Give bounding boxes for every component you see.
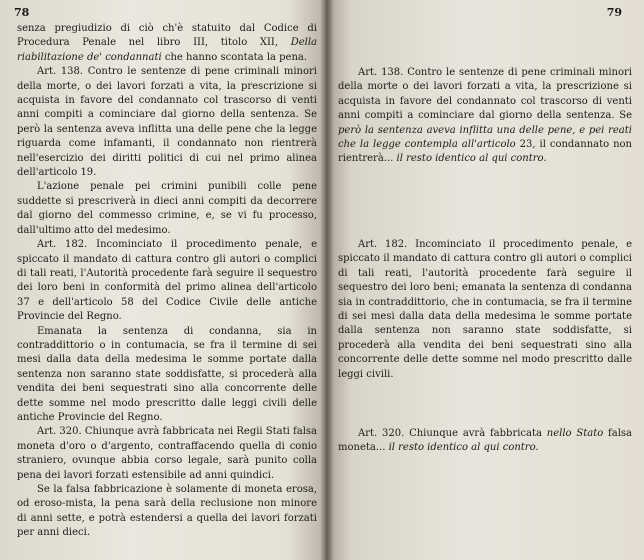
right-art-182 xyxy=(338,238,632,382)
paragraph-text: senza pregiudizio di ciò ch'è statuito dal Codice di Procedura Penale nel libro III, titolo XII, xyxy=(17,23,317,49)
italic-text: però la sentenza aveva inflitta una delle pene, e pei reati che la legge contempla all'articolo xyxy=(338,124,632,151)
page-number-left: 78 xyxy=(14,6,30,19)
right-art-138 xyxy=(338,66,632,167)
page-number-right: 79 xyxy=(606,6,622,19)
paragraph-art-182-variant: Art. 182. Incominciato il procedimento penale, e spiccato il mandato di cattura contro gli autori o complici di tali reati, l'autorità procedente farà seguire il sequestro dei loro beni; emanata la sentenza di condanna sia in contraddittorio, che in contumacia, se fra il termine di sei mesi dalla data della medesima le somme portate dalla sentenza non saranno state soddisfatte, si procederà alla vendita dei beni sequestrati sino alla concorrente delle dette somme nel modo prescritto dalle leggi civili. xyxy=(338,239,632,380)
right-art-320 xyxy=(338,427,632,456)
paragraph-art-138: Art. 138. Contro le sentenze di pene criminali minori della morte, o dei lavori forzati a vita, la prescrizione si acquista in favore del condannato col trascorso di venti anni compiti a cominciare dal giorno della sentenza. Se però la sentenza aveva inflitta una delle pene che la legge riguarda come infamanti, il condannato non rientrerà nell'esercizio dei diritti politici di cui nel primo alinea dell'articolo 19. xyxy=(17,66,317,179)
italic-text: nello Stato xyxy=(546,428,604,439)
paragraph-text: 23, il condannato non rientrerà... xyxy=(338,139,632,165)
right-page xyxy=(326,0,644,560)
paragraph-art-320: Art. 320. Chiunque avrà fabbricata nei Regii Stati falsa moneta d'oro o d'argento, contraffacendo quella di conio straniero, ovunque abbia corso legale, sarà punito colla pena dei lavori forzati estensibile ad anni quindici. xyxy=(17,426,317,481)
paragraph-text: che hanno scontata la pena. xyxy=(161,51,308,63)
italic-text: il resto identico al qui contro. xyxy=(396,153,547,165)
italic-title: Della riabilitazione de' condannati xyxy=(17,37,317,63)
left-page-text xyxy=(17,22,317,541)
italic-text: il resto identico al qui contro. xyxy=(388,442,539,454)
book-gutter xyxy=(320,0,334,560)
paragraph-text: Art. 138. Contro le sentenze di pene criminali minori della morte o dei lavori forzati a vita, la prescrizione si acquista in favore del condannato col trascorso di venti anni compiti a cominciare dal giorno della sentenza. Se xyxy=(338,67,632,122)
paragraph-text: Art. 320. Chiunque avrà fabbricata xyxy=(358,428,547,439)
paragraph-text: falsa moneta... xyxy=(338,428,632,454)
paragraph-emanata: Emanata la sentenza di condanna, sia in contraddittorio o in contumacia, se fra il termine di sei mesi dalla data della medesima le somme portate dalla sentenza non saranno state soddisfatte, si procederà alla vendita dei beni sequestrati sino alla concorrente delle dette somme nel modo prescritto dalle leggi civili delle antiche Provincie del Regno. xyxy=(17,325,317,423)
paragraph-continuation xyxy=(17,22,317,65)
paragraph-falsa-fabbricazione: Se la falsa fabbricazione è solamente di moneta erosa, od eroso-mista, la pena sarà della reclusione non minore di anni sette, e potrà estendersi a quella dei lavori forzati per anni dieci. xyxy=(17,484,317,539)
paragraph-art-138-variant xyxy=(338,66,632,167)
paragraph-azione-penale: L'azione penale pei crimini punibili colle pene suddette si prescriverà in dieci anni compiti da decorrere dal giorno del commesso crimine, e, se vi fu processo, dall'ultimo atto del medesimo. xyxy=(17,181,317,236)
paragraph-art-320-variant xyxy=(338,427,632,456)
paragraph-art-182: Art. 182. Incominciato il procedimento penale, e spiccato il mandato di cattura contro gli autori o complici di tali reati, l'Autorità procedente farà seguire il sequestro dei loro beni in conformità del primo alinea dell'articolo 37 e dell'articolo 58 del Codice Civile delle antiche Provincie del Regno. xyxy=(17,239,317,323)
